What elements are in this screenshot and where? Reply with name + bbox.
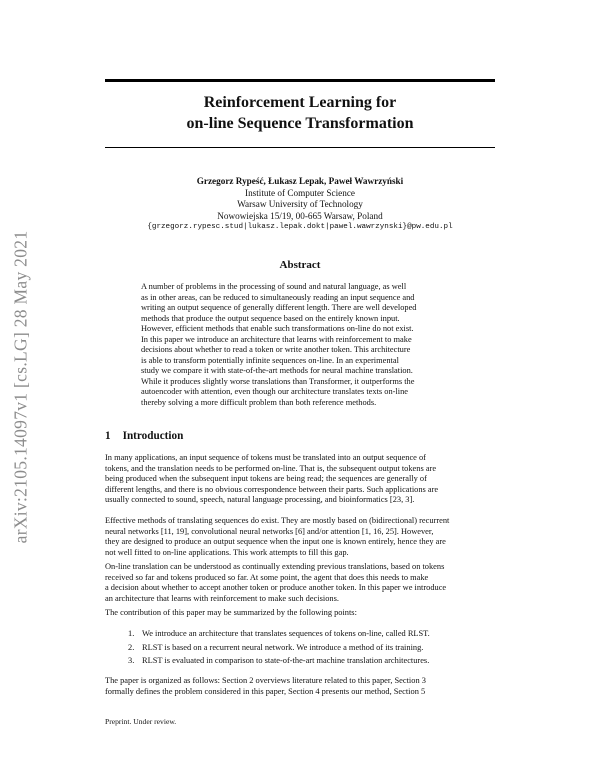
author-emails: {grzegorz.rypesc.stud|lukasz.lepak.dokt|pawel.wawrzynski}@pw.edu.pl (147, 223, 453, 231)
paragraph-line: received so far and tokens produced so far. At some point, the agent that does this needs to make (105, 572, 429, 582)
affiliation-university: Warsaw University of Technology (237, 199, 363, 209)
abstract-line: as in other areas, can be reduced to simultaneously reading an input sequence and (141, 292, 415, 302)
affiliation-address: Nowowiejska 15/19, 00-665 Warsaw, Poland (217, 210, 383, 221)
intro-paragraph-1 (105, 453, 495, 506)
list-item-number: 3. (128, 656, 135, 665)
preprint-footer: Preprint. Under review. (105, 717, 177, 726)
affiliation-institute: Institute of Computer Science (245, 187, 355, 198)
title-bottom-rule (105, 147, 495, 148)
paragraph-line: tokens, and the translation needs to be performed on-line. That is, the subsequent output tokens are (105, 463, 437, 473)
list-item (128, 643, 498, 657)
paragraph-line: The paper is organized as follows: Section 2 overviews literature related to this paper, Section 3 (105, 676, 426, 685)
abstract-line: writing an output sequence of generally different length. There are well developed (141, 303, 417, 312)
paragraph-line: Effective methods of translating sequences do exist. They are mostly based on (bidirectional) recurrent (105, 516, 450, 525)
title-line-1: Reinforcement Learning for (203, 94, 397, 111)
contribution-list (128, 629, 498, 670)
section-title: Introduction (122, 430, 184, 442)
paragraph-line: The contribution of this paper may be summarized by the following points: (105, 608, 357, 617)
author-block (105, 176, 495, 234)
abstract-line: decisions about whether to read a token or write another token. This architecture (141, 345, 411, 354)
abstract-line: autoencoder with attention, even though our architecture translates texts on-line (141, 387, 408, 396)
intro-paragraph-3 (105, 562, 495, 604)
author-names: Grzegorz Rypeść, Łukasz Lepak, Paweł Wawrzyński (196, 176, 404, 186)
abstract-body (141, 282, 461, 408)
abstract-line: A number of problems in the processing of sound and natural language, as well (141, 282, 407, 291)
paragraph-line: neural networks [11, 19], convolutional neural networks [6] and/or attention [1, 16, 25]. However, (105, 526, 434, 536)
list-item-text: We introduce an architecture that translates sequences of tokens on-line, called RLST. (142, 629, 430, 638)
paragraph-line: In many applications, an input sequence of tokens must be translated into an output sequence of (105, 453, 426, 462)
paragraph-line: being produced when the subsequent input tokens are being read; the sequences are generally of (105, 474, 427, 483)
intro-paragraph-2 (105, 516, 495, 558)
title-line-2: on-line Sequence Transformation (186, 115, 414, 132)
intro-paragraph-organization (105, 676, 495, 697)
paragraph-line: not well fitted to on-line applications. This work attempts to fill this gap. (105, 547, 349, 557)
list-item-number: 2. (128, 642, 135, 652)
paragraph-line: different lengths, and there is no obvious correspondence between their parts. Such applications are (105, 484, 439, 494)
abstract-line: study we compare it with state-of-the-art methods for neural machine translation. (141, 366, 413, 375)
paragraph-line: a decision about whether to accept another token or produce another token. In this paper we introduce (105, 583, 447, 592)
paragraph-line: usually connected to sound, speech, natural language processing, and bioinformatics [23, 3]. (105, 495, 415, 504)
abstract-line: While it produces slightly worse translations than Transformer, it outperforms the (141, 376, 415, 386)
list-item-number: 1. (128, 629, 135, 638)
abstract-line: However, efficient methods that enable such transformations on-line do not exist. (141, 324, 414, 333)
abstract-heading: Abstract (279, 259, 321, 271)
paragraph-line: they are designed to produce an output sequence when the input one is known entirely, hence they are (105, 537, 446, 546)
section-heading-introduction (105, 430, 183, 442)
paper-title (105, 92, 495, 134)
intro-paragraph-4 (105, 608, 495, 619)
abstract-line: In this paper we introduce an architecture that learns with reinforcement to make (141, 334, 412, 344)
list-item-text: RLST is evaluated in comparison to state-of-the-art machine translation architectures. (142, 656, 430, 665)
arxiv-sidebar-stamp (6, 192, 36, 582)
list-item (128, 656, 498, 670)
paragraph-line: an architecture that learns with reinforcement to make such decisions. (105, 593, 339, 603)
section-number: 1 (105, 430, 111, 442)
title-top-rule (105, 79, 495, 82)
abstract-line: is able to transform potentially infinite sequences on-line. In an experimental (141, 355, 399, 365)
abstract-line: thereby solving a more difficult problem than both reference methods. (141, 397, 377, 407)
list-item (128, 629, 498, 643)
paragraph-line: formally defines the problem considered in this paper, Section 4 presents our method, Section 5 (105, 686, 426, 696)
list-item-text: RLST is based on a recurrent neural network. We introduce a method of its training. (142, 642, 424, 652)
arxiv-identifier: arXiv:2105.14097v1 [cs.LG] 28 May 2021 (10, 230, 31, 544)
paragraph-line: On-line translation can be understood as continually extending previous translations, based on tokens (105, 562, 445, 571)
abstract-line: methods that produce the output sequence based on the entirely known input. (141, 313, 400, 323)
